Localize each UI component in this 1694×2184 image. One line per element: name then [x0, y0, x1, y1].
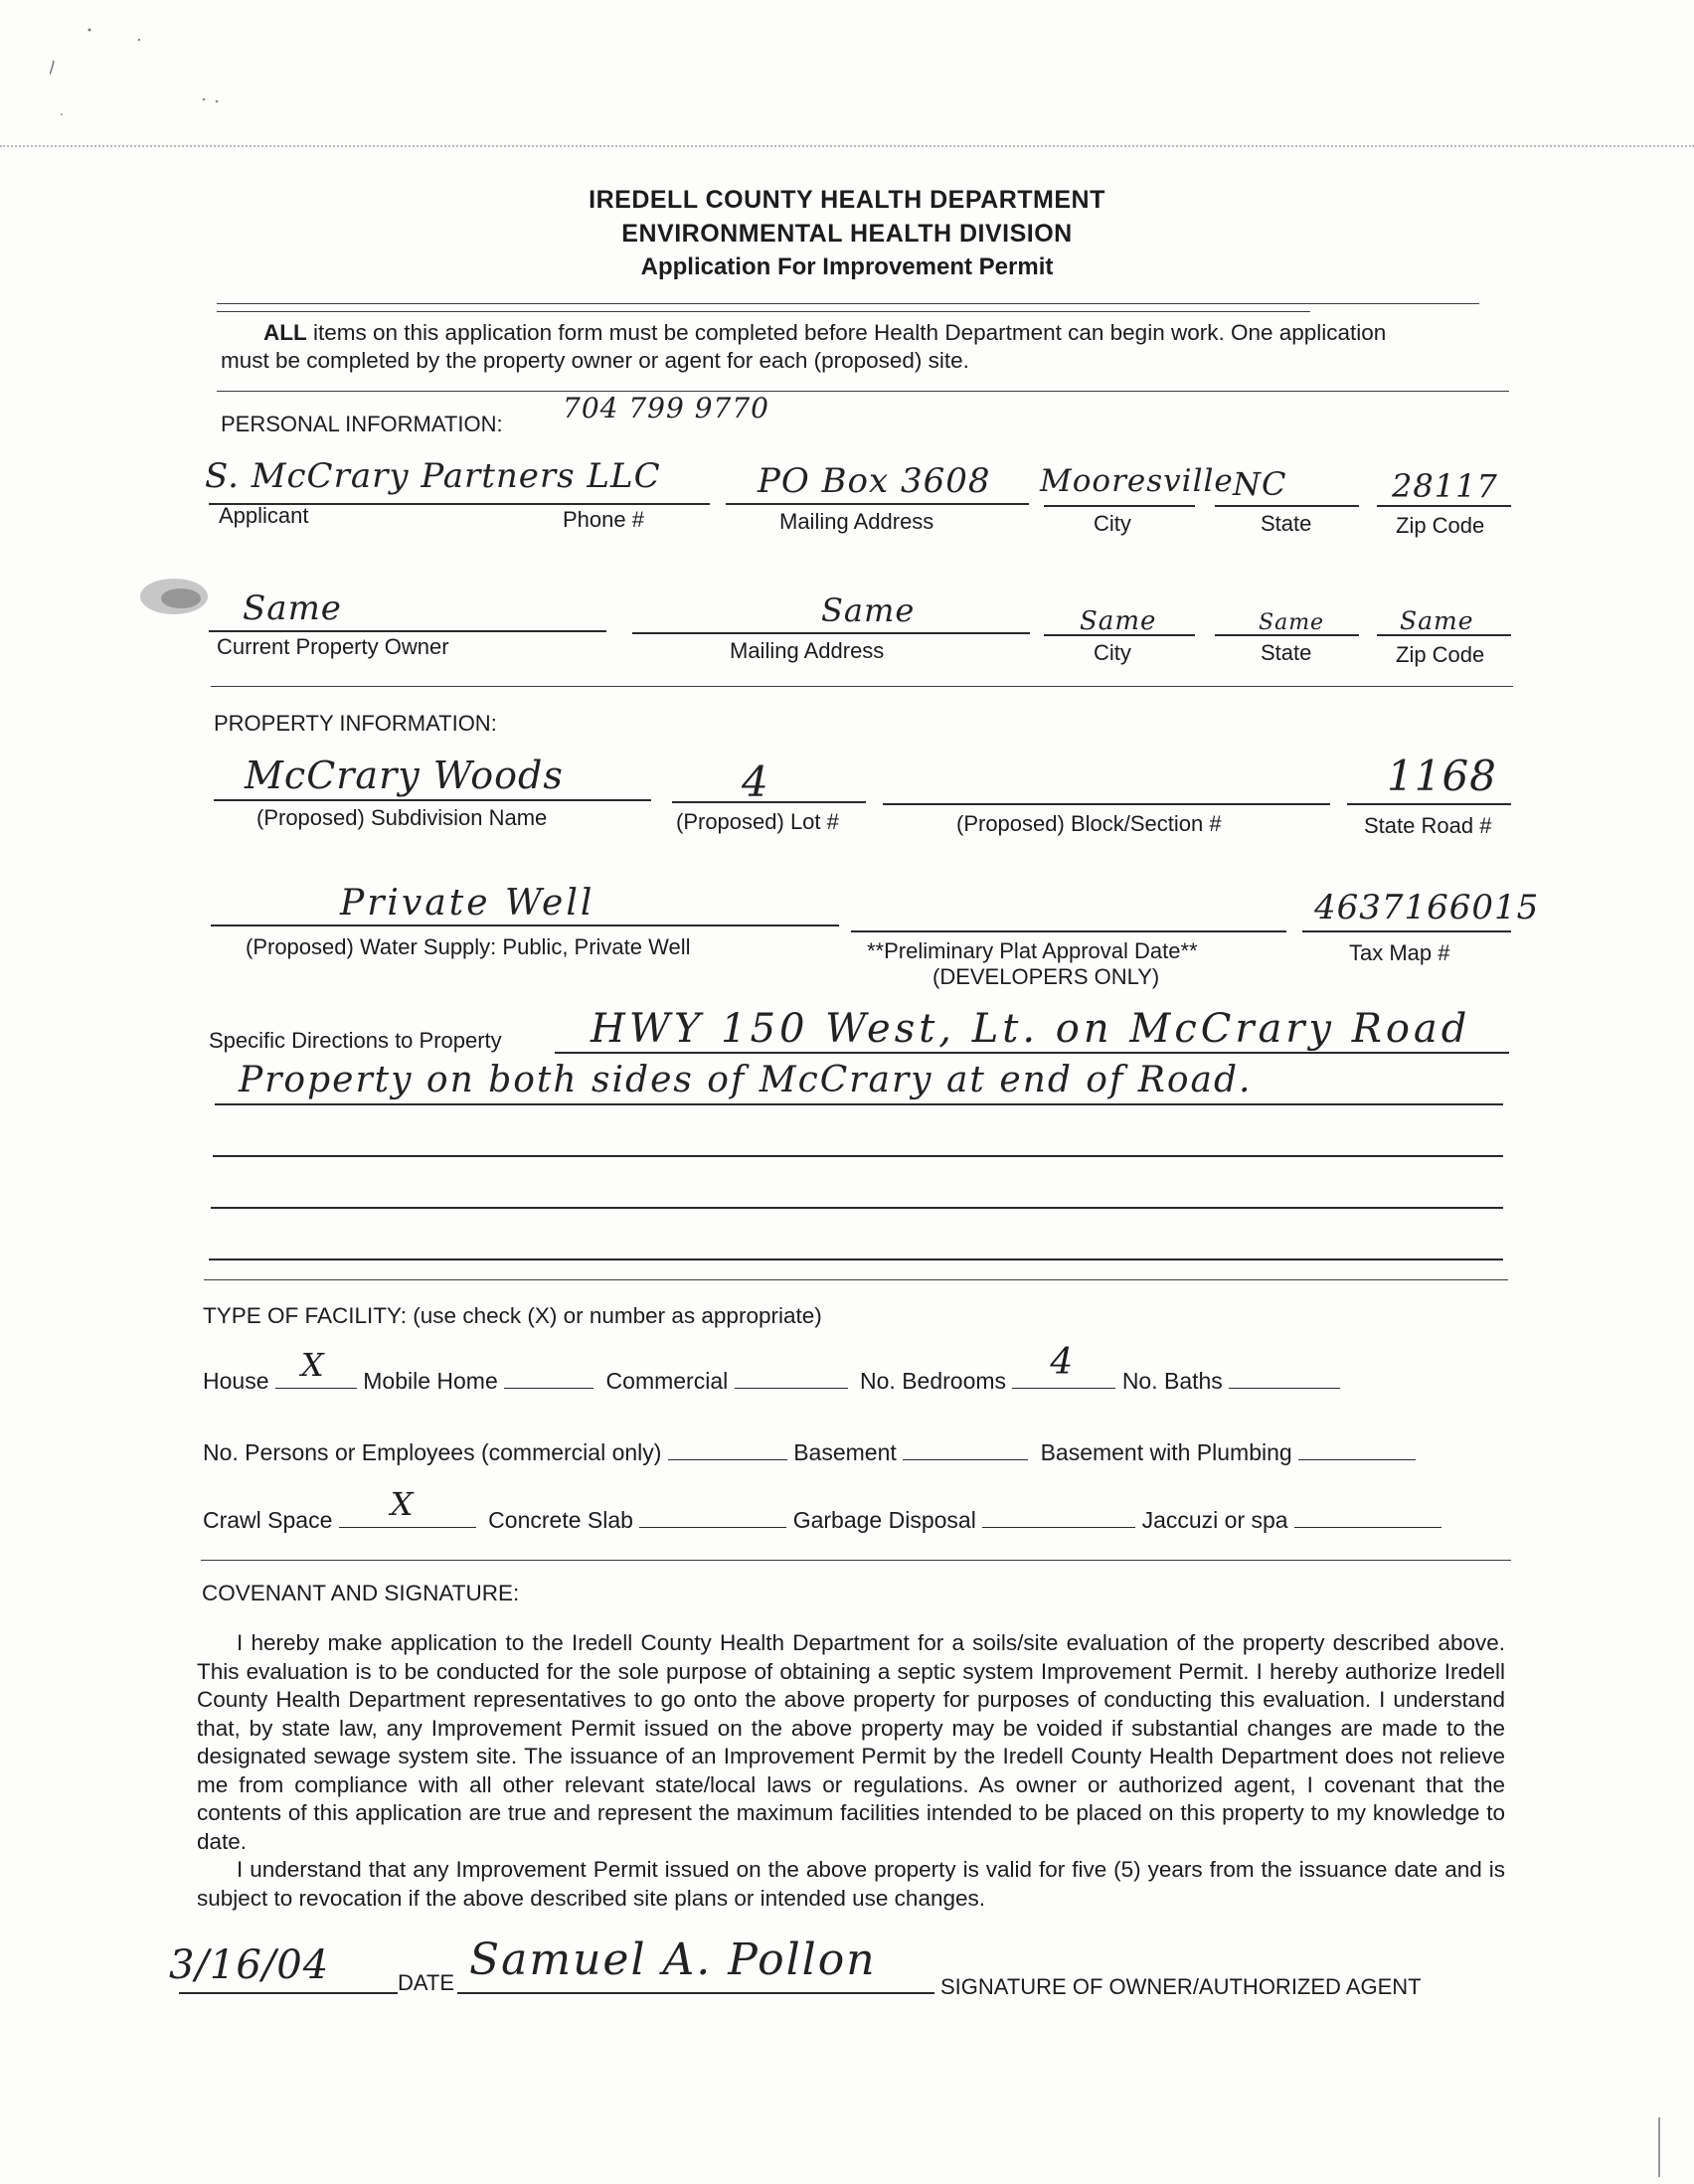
bedrooms-value: 4 [1050, 1342, 1074, 1383]
signature-label: SIGNATURE OF OWNER/AUTHORIZED AGENT [940, 1974, 1422, 1999]
lot-line [672, 801, 866, 803]
block-label: (Proposed) Block/Section # [956, 811, 1222, 836]
owner-city-line [1044, 634, 1195, 636]
water-supply-label: (Proposed) Water Supply: Public, Private Well [246, 934, 691, 959]
directions-line-5 [209, 1259, 1503, 1260]
owner-mailing-label: Mailing Address [730, 638, 885, 663]
intro-text-1: items on this application form must be completed before Health Department can begin work. One application [306, 320, 1387, 345]
facility-section-rule [201, 1560, 1511, 1561]
scan-edge-dots [0, 145, 1694, 147]
covenant-text [197, 1629, 1505, 1913]
basement-field [903, 1439, 1028, 1460]
water-supply-value: Private Well [340, 883, 595, 924]
mobile-home-field [504, 1368, 593, 1389]
owner-zip-label: Zip Code [1396, 642, 1485, 667]
state-line [1215, 505, 1359, 507]
property-info-heading: PROPERTY INFORMATION: [214, 711, 497, 736]
division-title: ENVIRONMENTAL HEALTH DIVISION [621, 220, 1073, 248]
owner-value: Same [243, 588, 342, 628]
tax-map-value: 4637166015 [1314, 888, 1540, 927]
signature-line [457, 1992, 934, 1994]
owner-section-rule [211, 686, 1513, 687]
plat-date-line [851, 930, 1286, 932]
directions-label: Specific Directions to Property [209, 1028, 502, 1053]
baths-field [1229, 1368, 1340, 1389]
garbage-label: Garbage Disposal [792, 1507, 976, 1533]
state-road-line [1347, 803, 1511, 805]
mailing-value: PO Box 3608 [758, 461, 991, 501]
directions-line-1 [555, 1052, 1509, 1054]
crawl-space-check-mark: X [390, 1485, 414, 1523]
owner-label: Current Property Owner [217, 634, 449, 659]
date-line [179, 1992, 398, 1994]
basement-label: Basement [793, 1439, 897, 1465]
scan-smudge [119, 567, 219, 626]
covenant-paragraph-1: I hereby make application to the Iredell County Health Department for a soils/site evaluation of the property described above. This evaluation is to be conducted for the sole purpose of obtaining a septic system Improvement Permit. I hereby authorize Iredell County Health Department representatives to go onto the above property for purposes of conducting this evaluation. I understand that, by state law, any Improvement Permit issued on the above property may be voided if substantial changes are made to the designated sewage system site. The issuance of an Improvement Permit by the Iredell County Health Department does not relieve me from compliance with all other relevant state/local laws or regulations. As owner or authorized agent, I covenant that the contents of this application are true and represent the maximum facilities intended to be placed on this property to my knowledge to date. [197, 1630, 1505, 1854]
tax-map-label: Tax Map # [1349, 940, 1450, 965]
applicant-value: S. McCrary Partners LLC [205, 456, 661, 496]
crawl-space-label: Crawl Space [203, 1507, 333, 1533]
tax-map-line [1302, 930, 1511, 932]
owner-state-label: State [1261, 640, 1312, 665]
intro-line-1 [263, 320, 1386, 346]
signature-value: Samuel A. Pollon [469, 1934, 877, 1985]
commercial-label: Commercial [605, 1368, 729, 1394]
subdivision-value: McCrary Woods [245, 754, 564, 797]
directions-line-2 [215, 1103, 1503, 1105]
plat-approval-label: **Preliminary Plat Approval Date** [867, 938, 1198, 963]
zip-label: Zip Code [1396, 513, 1485, 538]
crawl-space-field [339, 1485, 476, 1528]
directions-line-1-value: HWY 150 West, Lt. on McCrary Road [591, 1006, 1471, 1052]
covenant-heading: COVENANT AND SIGNATURE: [202, 1581, 520, 1605]
water-supply-line [211, 924, 839, 926]
house-check-mark: X [300, 1346, 324, 1384]
form-title: Application For Improvement Permit [640, 253, 1054, 280]
owner-mailing-line [632, 632, 1030, 634]
personal-info-heading: PERSONAL INFORMATION: [221, 412, 503, 436]
personal-phone-handwritten: 704 799 9770 [563, 392, 769, 424]
department-title: IREDELL COUNTY HEALTH DEPARTMENT [589, 186, 1105, 214]
owner-state-line [1215, 634, 1359, 636]
directions-line-4 [211, 1207, 1503, 1209]
lot-label: (Proposed) Lot # [676, 809, 839, 834]
header-rule-bottom [217, 311, 1310, 312]
intro-rule [217, 391, 1509, 392]
facility-row-1 [203, 1342, 1340, 1395]
baths-label: No. Baths [1121, 1368, 1223, 1394]
zip-value: 28117 [1392, 467, 1498, 505]
city-line [1044, 505, 1195, 507]
subdivision-line [214, 799, 651, 801]
state-value: NC [1233, 465, 1287, 503]
mobile-home-label: Mobile Home [363, 1368, 498, 1394]
commercial-field [735, 1368, 848, 1389]
mailing-line [726, 503, 1029, 505]
owner-line [209, 630, 606, 632]
concrete-slab-label: Concrete Slab [488, 1507, 633, 1533]
house-label: House [203, 1368, 269, 1394]
covenant-paragraph-2: I understand that any Improvement Permit issued on the above property is valid for five (5) years from the issuance date and is subject to revocation if the above described site plans or intended use changes. [197, 1857, 1505, 1911]
garbage-field [982, 1507, 1135, 1528]
zip-line [1377, 505, 1511, 507]
facility-heading: TYPE OF FACILITY: (use check (X) or number as appropriate) [203, 1303, 822, 1328]
basement-plumbing-field [1298, 1439, 1416, 1460]
date-value: 3/16/04 [169, 1942, 330, 1988]
phone-label: Phone # [563, 507, 644, 532]
scan-speck-marks [50, 20, 249, 139]
state-road-label: State Road # [1364, 813, 1492, 838]
persons-field [668, 1439, 787, 1460]
state-road-value: 1168 [1387, 752, 1497, 800]
plat-developers-only: (DEVELOPERS ONLY) [932, 964, 1160, 989]
owner-zip-line [1377, 634, 1511, 636]
lot-value: 4 [742, 757, 769, 806]
jaccuzi-field [1294, 1507, 1441, 1528]
scan-edge-mark [1658, 2117, 1660, 2177]
header-rule-top [217, 303, 1479, 304]
mailing-label: Mailing Address [779, 509, 934, 534]
bedrooms-label: No. Bedrooms [860, 1368, 1007, 1394]
intro-line-2: must be completed by the property owner or agent for each (proposed) site. [221, 348, 969, 373]
facility-row-2 [203, 1439, 1416, 1466]
owner-city-value: Same [1080, 606, 1157, 636]
bedrooms-field [1012, 1342, 1115, 1389]
basement-plumbing-label: Basement with Plumbing [1040, 1439, 1292, 1465]
directions-section-rule [204, 1279, 1508, 1280]
owner-mailing-value: Same [821, 591, 916, 629]
owner-state-value: Same [1259, 610, 1325, 635]
date-label: DATE [398, 1970, 455, 1995]
block-line [883, 803, 1330, 805]
persons-label: No. Persons or Employees (commercial only) [203, 1439, 662, 1465]
house-field [275, 1346, 357, 1389]
directions-line-3 [213, 1155, 1503, 1157]
form-header [0, 183, 1694, 284]
owner-zip-value: Same [1400, 606, 1474, 635]
concrete-slab-field [639, 1507, 786, 1528]
city-value: Mooresville [1040, 463, 1234, 499]
city-label: City [1094, 511, 1131, 536]
jaccuzi-label: Jaccuzi or spa [1141, 1507, 1288, 1533]
owner-city-label: City [1094, 640, 1131, 665]
applicant-label: Applicant [219, 503, 309, 528]
state-label: State [1261, 511, 1312, 536]
subdivision-label: (Proposed) Subdivision Name [256, 805, 548, 830]
directions-line-2-value: Property on both sides of McCrary at end of Road. [239, 1060, 1253, 1100]
facility-row-3 [203, 1485, 1441, 1534]
intro-bold: ALL [263, 320, 307, 345]
